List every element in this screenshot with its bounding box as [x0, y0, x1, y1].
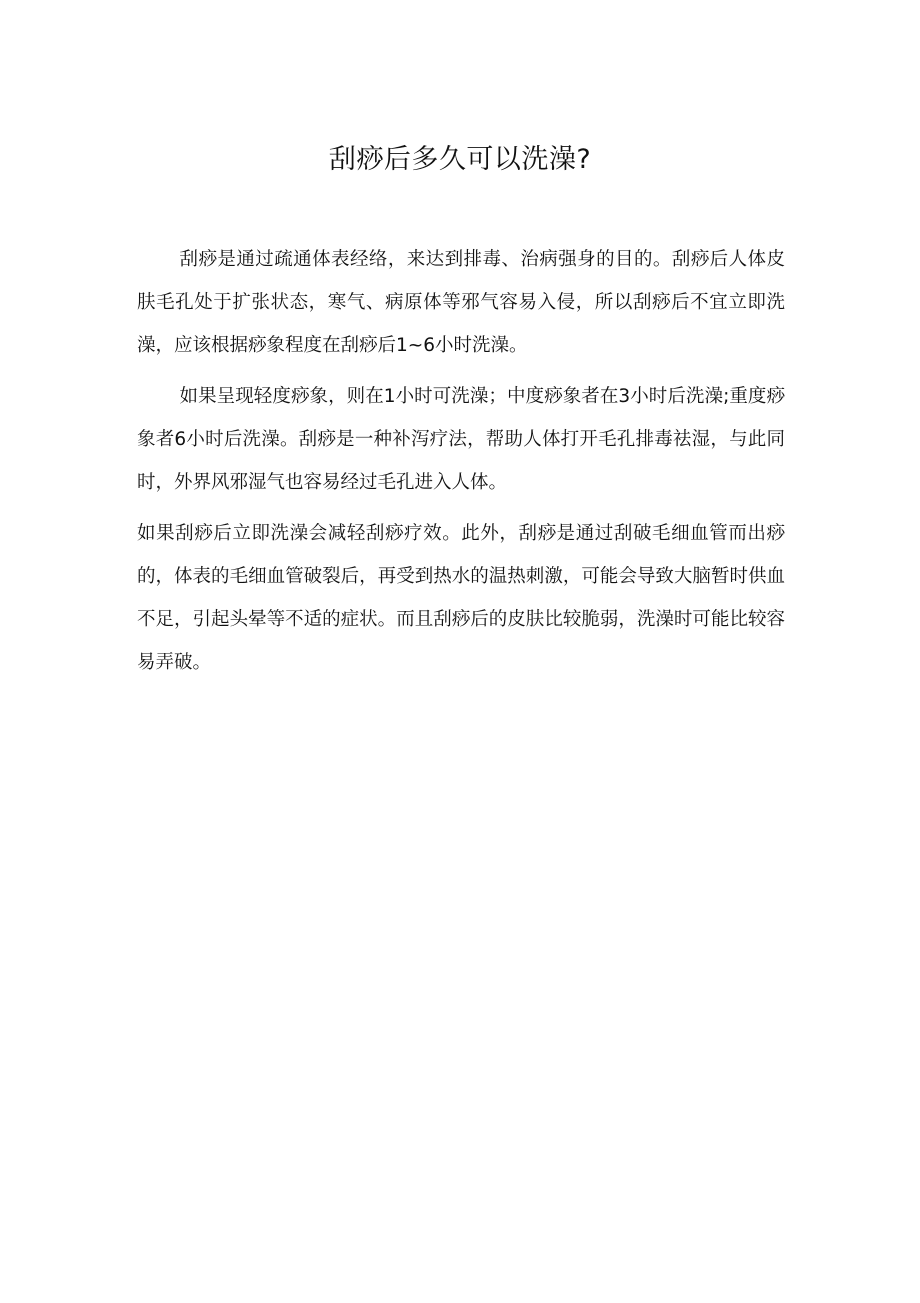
paragraph-2: 如果呈现轻度痧象，则在1小时可洗澡；中度痧象者在3小时后洗澡;重度痧象者6小时后洗澡。刮痧是一种补泻疗法，帮助人体打开毛孔排毒祛湿，与此同时，外界风邪湿气也容易经过毛孔进入人体。 — [137, 386, 785, 493]
document-body — [137, 238, 785, 684]
document-title: 刮痧后多久可以洗澡? — [328, 144, 592, 175]
paragraph-1: 刮痧是通过疏通体表经络，来达到排毒、治病强身的目的。刮痧后人体皮肤毛孔处于扩张状态，寒气、病原体等邪气容易入侵，所以刮痧后不宜立即洗澡，应该根据痧象程度在刮痧后1~6小时洗澡。 — [137, 249, 785, 356]
paragraph-3: 如果刮痧后立即洗澡会减轻刮痧疗效。此外，刮痧是通过刮破毛细血管而出痧的，体表的毛细血管破裂后，再受到热水的温热刺激，可能会导致大脑暂时供血不足，引起头晕等不适的症状。而且刮痧后的皮肤比较脆弱，洗澡时可能比较容易弄破。 — [137, 523, 785, 673]
